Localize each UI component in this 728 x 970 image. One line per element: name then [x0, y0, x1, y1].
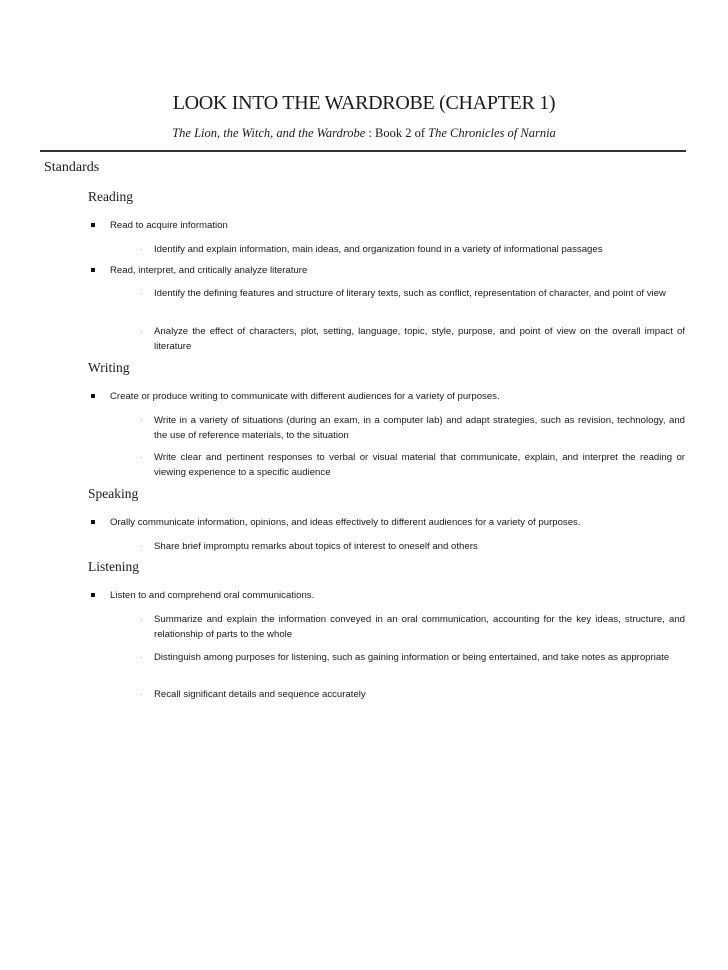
- page-title: LOOK INTO THE WARDROBE (CHAPTER 1): [172, 92, 556, 114]
- list-item: Listen to and comprehend oral communications.: [110, 588, 686, 603]
- page-subtitle: [0, 126, 728, 141]
- book-title: The Lion, the Witch, and the Wardrobe: [172, 126, 366, 140]
- section-heading-writing: Writing: [88, 360, 130, 375]
- sub-list-item: · Identify and explain information, main ideas, and organization found in a variety of informational passages: [154, 242, 685, 257]
- sub-list-item: · Share brief impromptu remarks about topics of interest to oneself and others: [154, 539, 685, 554]
- series-title: The Chronicles of Narnia: [428, 126, 556, 140]
- sub-list-item: · Summarize and explain the information conveyed in an oral communication, accounting for the key ideas, structure, and relationship of parts to the whole: [154, 612, 685, 642]
- sub-list-item: · Write in a variety of situations (during an exam, in a computer lab) and adapt strategies, such as revision, technology, and the use of reference materials, to the situation: [154, 413, 685, 443]
- list-item: Read to acquire information: [110, 218, 686, 233]
- sub-list-item: · Identify the defining features and structure of literary texts, such as conflict, representation of character, and point of view: [154, 286, 685, 301]
- list-item: Orally communicate information, opinions, and ideas effectively to different audiences for a variety of purposes.: [110, 515, 686, 530]
- section-heading-listening: Listening: [88, 559, 139, 574]
- sub-list-item: · Write clear and pertinent responses to verbal or visual material that communicate, explain, and interpret the reading or viewing experience to a specific audience: [154, 450, 685, 480]
- subtitle-middle: : Book 2 of: [365, 126, 429, 140]
- sub-list-item: · Distinguish among purposes for listening, such as gaining information or being entertained, and take notes as appropriate: [154, 650, 685, 665]
- standards-heading: Standards: [44, 160, 100, 175]
- header-divider: [40, 150, 686, 152]
- sub-list-item: · Analyze the effect of characters, plot, setting, language, topic, style, purpose, and point of view on the overall impact of literature: [154, 324, 685, 354]
- sub-list-item: · Recall significant details and sequence accurately: [154, 687, 685, 702]
- list-item: Create or produce writing to communicate with different audiences for a variety of purposes.: [110, 389, 686, 404]
- section-heading-reading: Reading: [88, 189, 133, 204]
- list-item: Read, interpret, and critically analyze literature: [110, 263, 686, 278]
- section-heading-speaking: Speaking: [88, 486, 139, 501]
